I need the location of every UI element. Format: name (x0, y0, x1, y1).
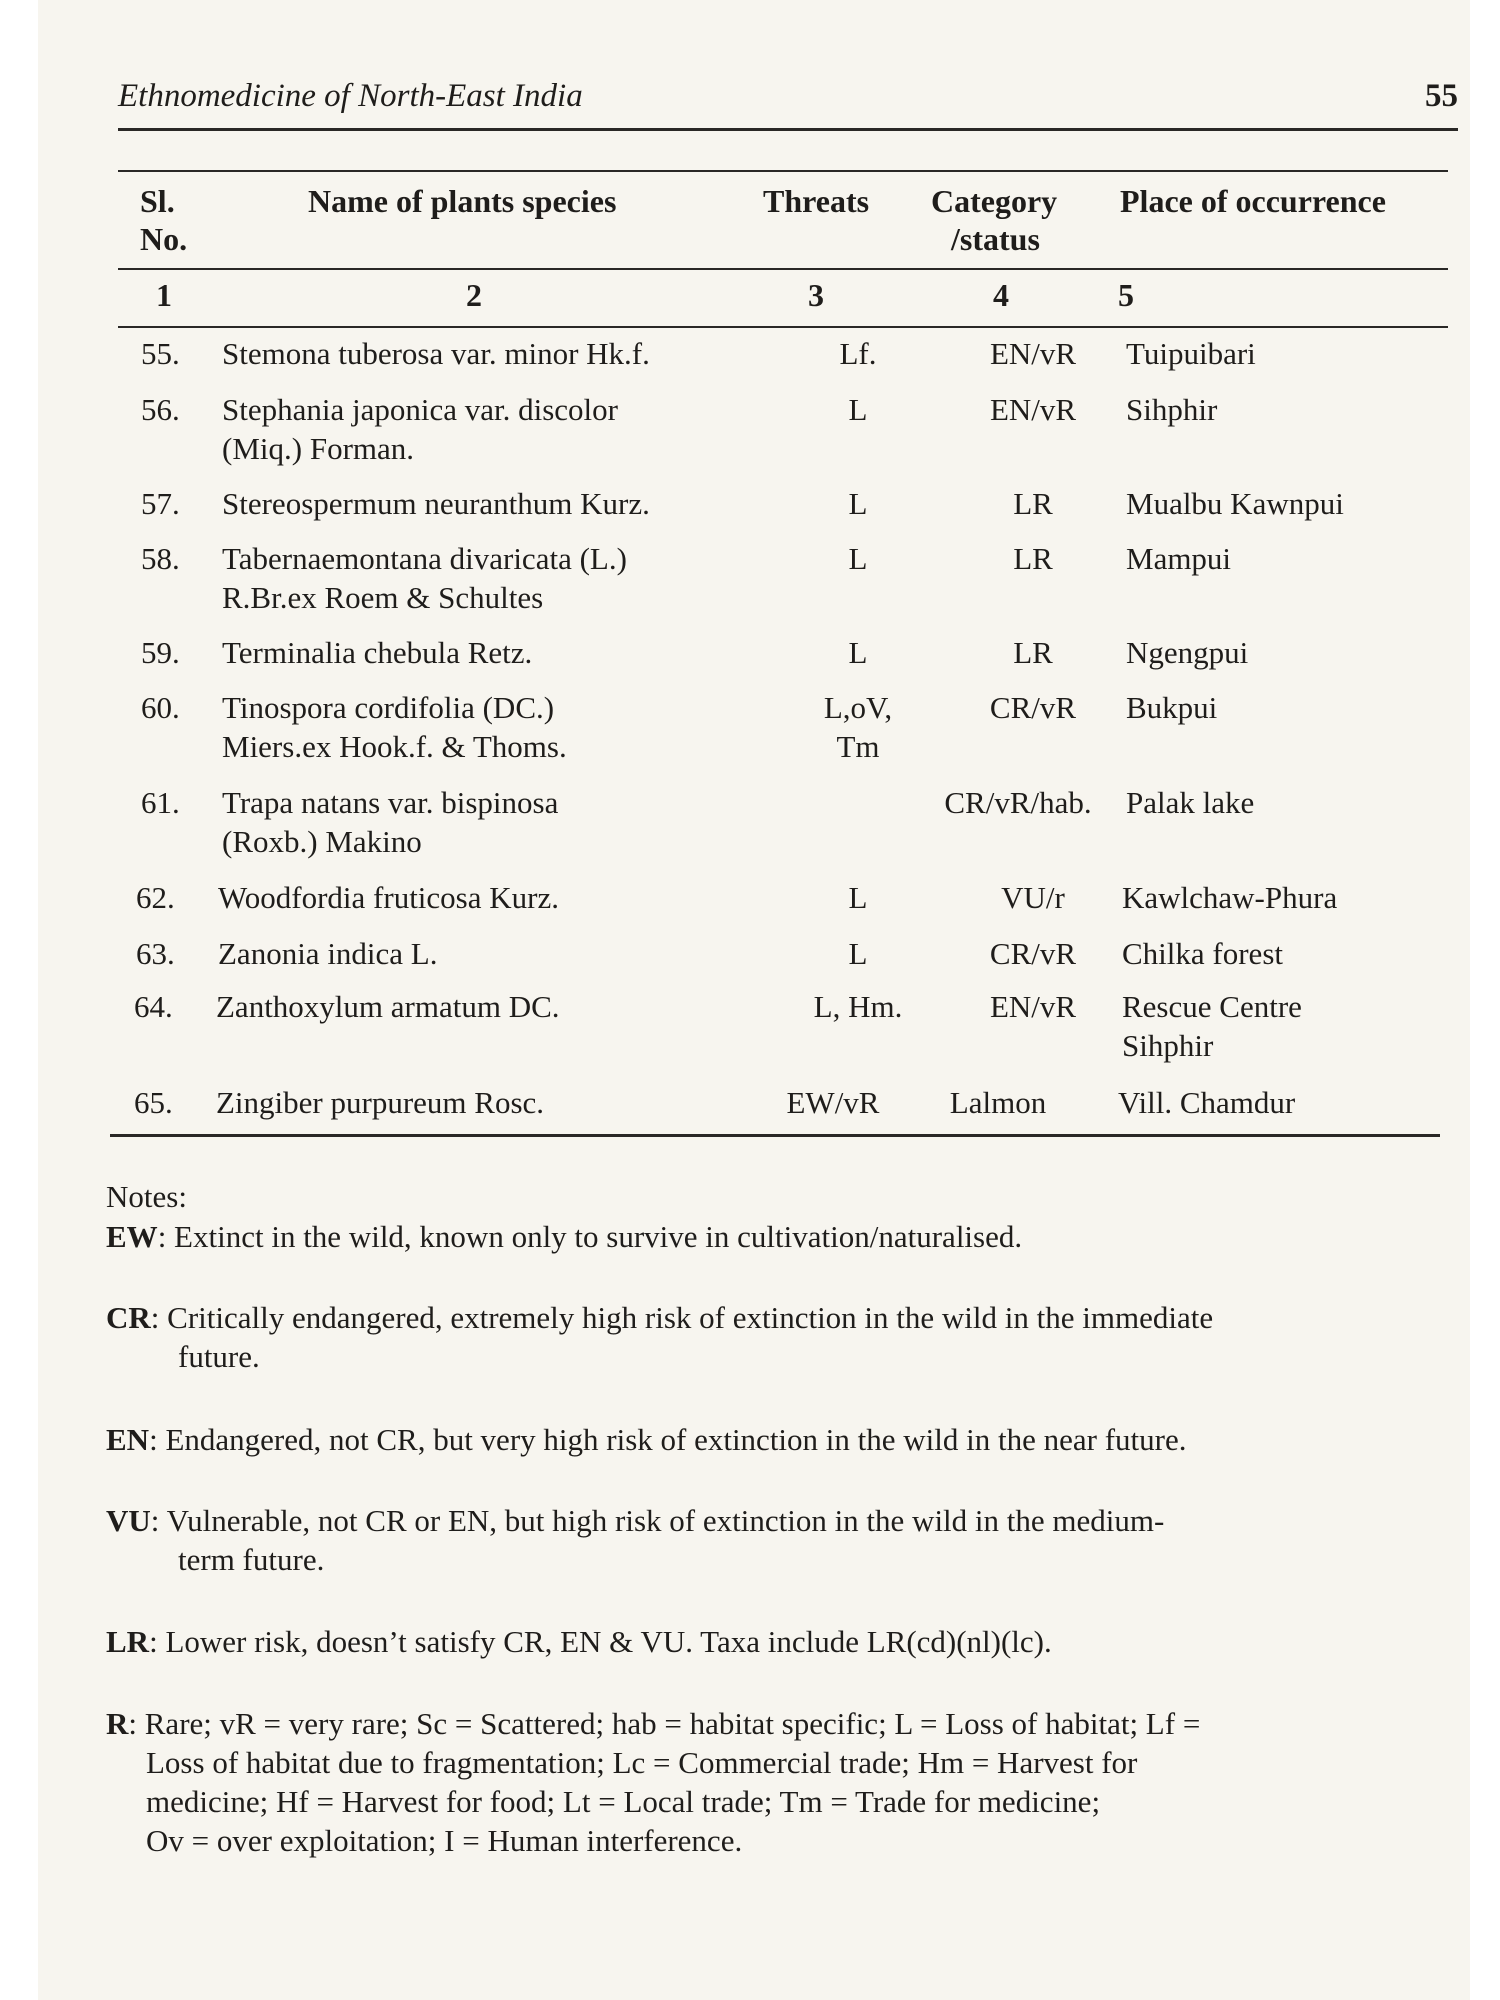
note-text: : Lower risk, doesn’t satisfy CR, EN & VU. Taxa include LR(cd)(nl)(lc). (149, 1624, 1052, 1659)
note-r (106, 1704, 1406, 1860)
row-threats: EW/vR (786, 1085, 880, 1120)
note-term: R (106, 1706, 129, 1741)
row-sl: 65. (134, 1085, 173, 1120)
note-cr (106, 1298, 1406, 1376)
row-category: VU/r (1001, 880, 1065, 915)
row-species: Woodfordia fruticosa Kurz. (218, 880, 559, 915)
row-threats: L (848, 880, 868, 915)
row-category: EN/vR (989, 989, 1077, 1024)
row-sl: 59. (141, 635, 180, 670)
row-place: Bukpui (1126, 690, 1218, 725)
note-text: : Critically endangered, extremely high risk of extinction in the wild in the immediate (150, 1300, 1214, 1335)
row-threats: L (848, 486, 868, 521)
note-text-cont: Ov = over exploitation; I = Human interference. (146, 1823, 743, 1858)
row-sl: 58. (141, 541, 180, 576)
note-ew (106, 1217, 1406, 1256)
row-species: Zanonia indica L. (218, 936, 438, 971)
row-place: Kawlchaw-Phura (1122, 880, 1338, 915)
row-category: CR/vR (989, 690, 1077, 725)
row-category: Lalmon (949, 1085, 1047, 1120)
header-bottom-rule (118, 326, 1448, 328)
row-threats: L (848, 635, 868, 670)
row-species: Terminalia chebula Retz. (222, 635, 533, 670)
header-place: Place of occurrence (1120, 183, 1386, 219)
note-term: CR (106, 1300, 151, 1335)
row-place: Vill. Chamdur (1118, 1085, 1296, 1120)
header-mid-rule (118, 268, 1448, 270)
row-place: Tuipuibari (1126, 336, 1256, 371)
row-sl: 57. (141, 486, 180, 521)
note-text-cont: Loss of habitat due to fragmentation; Lc = Commercial trade; Hm = Harvest for (146, 1745, 1138, 1780)
row-species: Tabernaemontana divaricata (L.) R.Br.ex Roem & Schultes (222, 541, 627, 615)
row-species: Stemona tuberosa var. minor Hk.f. (222, 336, 650, 371)
book-page (38, 0, 1470, 2000)
row-category: LR (1013, 635, 1053, 670)
note-term: EN (106, 1422, 150, 1457)
row-place: Chilka forest (1122, 936, 1283, 971)
row-species: Trapa natans var. bispinosa (Roxb.) Makino (222, 785, 559, 859)
row-category: LR (1013, 541, 1053, 576)
note-text: : Vulnerable, not CR or EN, but high risk of extinction in the wild in the medium- (150, 1503, 1165, 1538)
column-number: 1 (156, 277, 172, 313)
header-sl-no: Sl. No. (140, 183, 188, 257)
row-threats: L,oV, Tm (823, 690, 893, 764)
row-sl: 55. (141, 336, 180, 371)
row-category: EN/vR (989, 336, 1077, 371)
row-category: CR/vR/hab. (944, 785, 1092, 820)
row-species: Stereospermum neuranthum Kurz. (222, 486, 650, 521)
row-sl: 62. (136, 880, 175, 915)
note-en (106, 1420, 1406, 1459)
row-place: Mampui (1126, 541, 1232, 576)
header-threats: Threats (763, 183, 870, 219)
row-threats: L, Hm. (813, 989, 903, 1024)
row-category: CR/vR (989, 936, 1077, 971)
row-species: Zingiber purpureum Rosc. (216, 1085, 545, 1120)
note-text-cont: term future. (178, 1542, 325, 1577)
note-term: EW (106, 1219, 158, 1254)
row-species: Stephania japonica var. discolor (Miq.) Forman. (222, 392, 618, 466)
note-text: : Rare; vR = very rare; Sc = Scattered; hab = habitat specific; L = Loss of habitat; Lf = (128, 1706, 1201, 1741)
running-title: Ethnomedicine of North-East India (118, 78, 583, 114)
page-header (118, 70, 1458, 120)
row-threats: L (848, 392, 868, 427)
header-category: Category /status (931, 183, 1058, 257)
column-number: 4 (993, 277, 1009, 313)
row-place: Rescue Centre Sihphir (1122, 989, 1302, 1063)
page-number: 55 (1425, 78, 1458, 114)
row-sl: 56. (141, 392, 180, 427)
row-place: Sihphir (1126, 392, 1218, 427)
column-number: 2 (466, 277, 482, 313)
row-threats: L (848, 936, 868, 971)
row-species: Zanthoxylum armatum DC. (216, 989, 560, 1024)
row-place: Ngengpui (1126, 635, 1249, 670)
row-category: EN/vR (989, 392, 1077, 427)
row-category: LR (1013, 486, 1053, 521)
note-lr (106, 1622, 1406, 1661)
header-name: Name of plants species (308, 183, 617, 219)
row-place: Mualbu Kawnpui (1126, 486, 1344, 521)
table-top-rule (118, 170, 1448, 172)
column-number: 5 (1118, 277, 1134, 313)
notes-heading: Notes: (106, 1179, 187, 1214)
row-threats: Lf. (839, 336, 877, 371)
note-text-cont: future. (178, 1339, 260, 1374)
note-text: : Endangered, not CR, but very high risk of extinction in the wild in the near future. (149, 1422, 1187, 1457)
header-rule (118, 128, 1458, 131)
note-text-cont: medicine; Hf = Harvest for food; Lt = Local trade; Tm = Trade for medicine; (146, 1784, 1101, 1819)
note-term: VU (106, 1503, 151, 1538)
note-text: : Extinct in the wild, known only to survive in cultivation/naturalised. (157, 1219, 1023, 1254)
row-sl: 63. (136, 936, 175, 971)
row-threats: L (848, 541, 868, 576)
column-number: 3 (808, 277, 824, 313)
table-bottom-rule (110, 1134, 1440, 1137)
row-place: Palak lake (1126, 785, 1255, 820)
note-vu (106, 1501, 1406, 1579)
row-sl: 61. (141, 785, 180, 820)
row-sl: 60. (141, 690, 180, 725)
row-sl: 64. (134, 989, 173, 1024)
note-term: LR (106, 1624, 150, 1659)
row-species: Tinospora cordifolia (DC.) Miers.ex Hook.f. & Thoms. (222, 690, 567, 764)
